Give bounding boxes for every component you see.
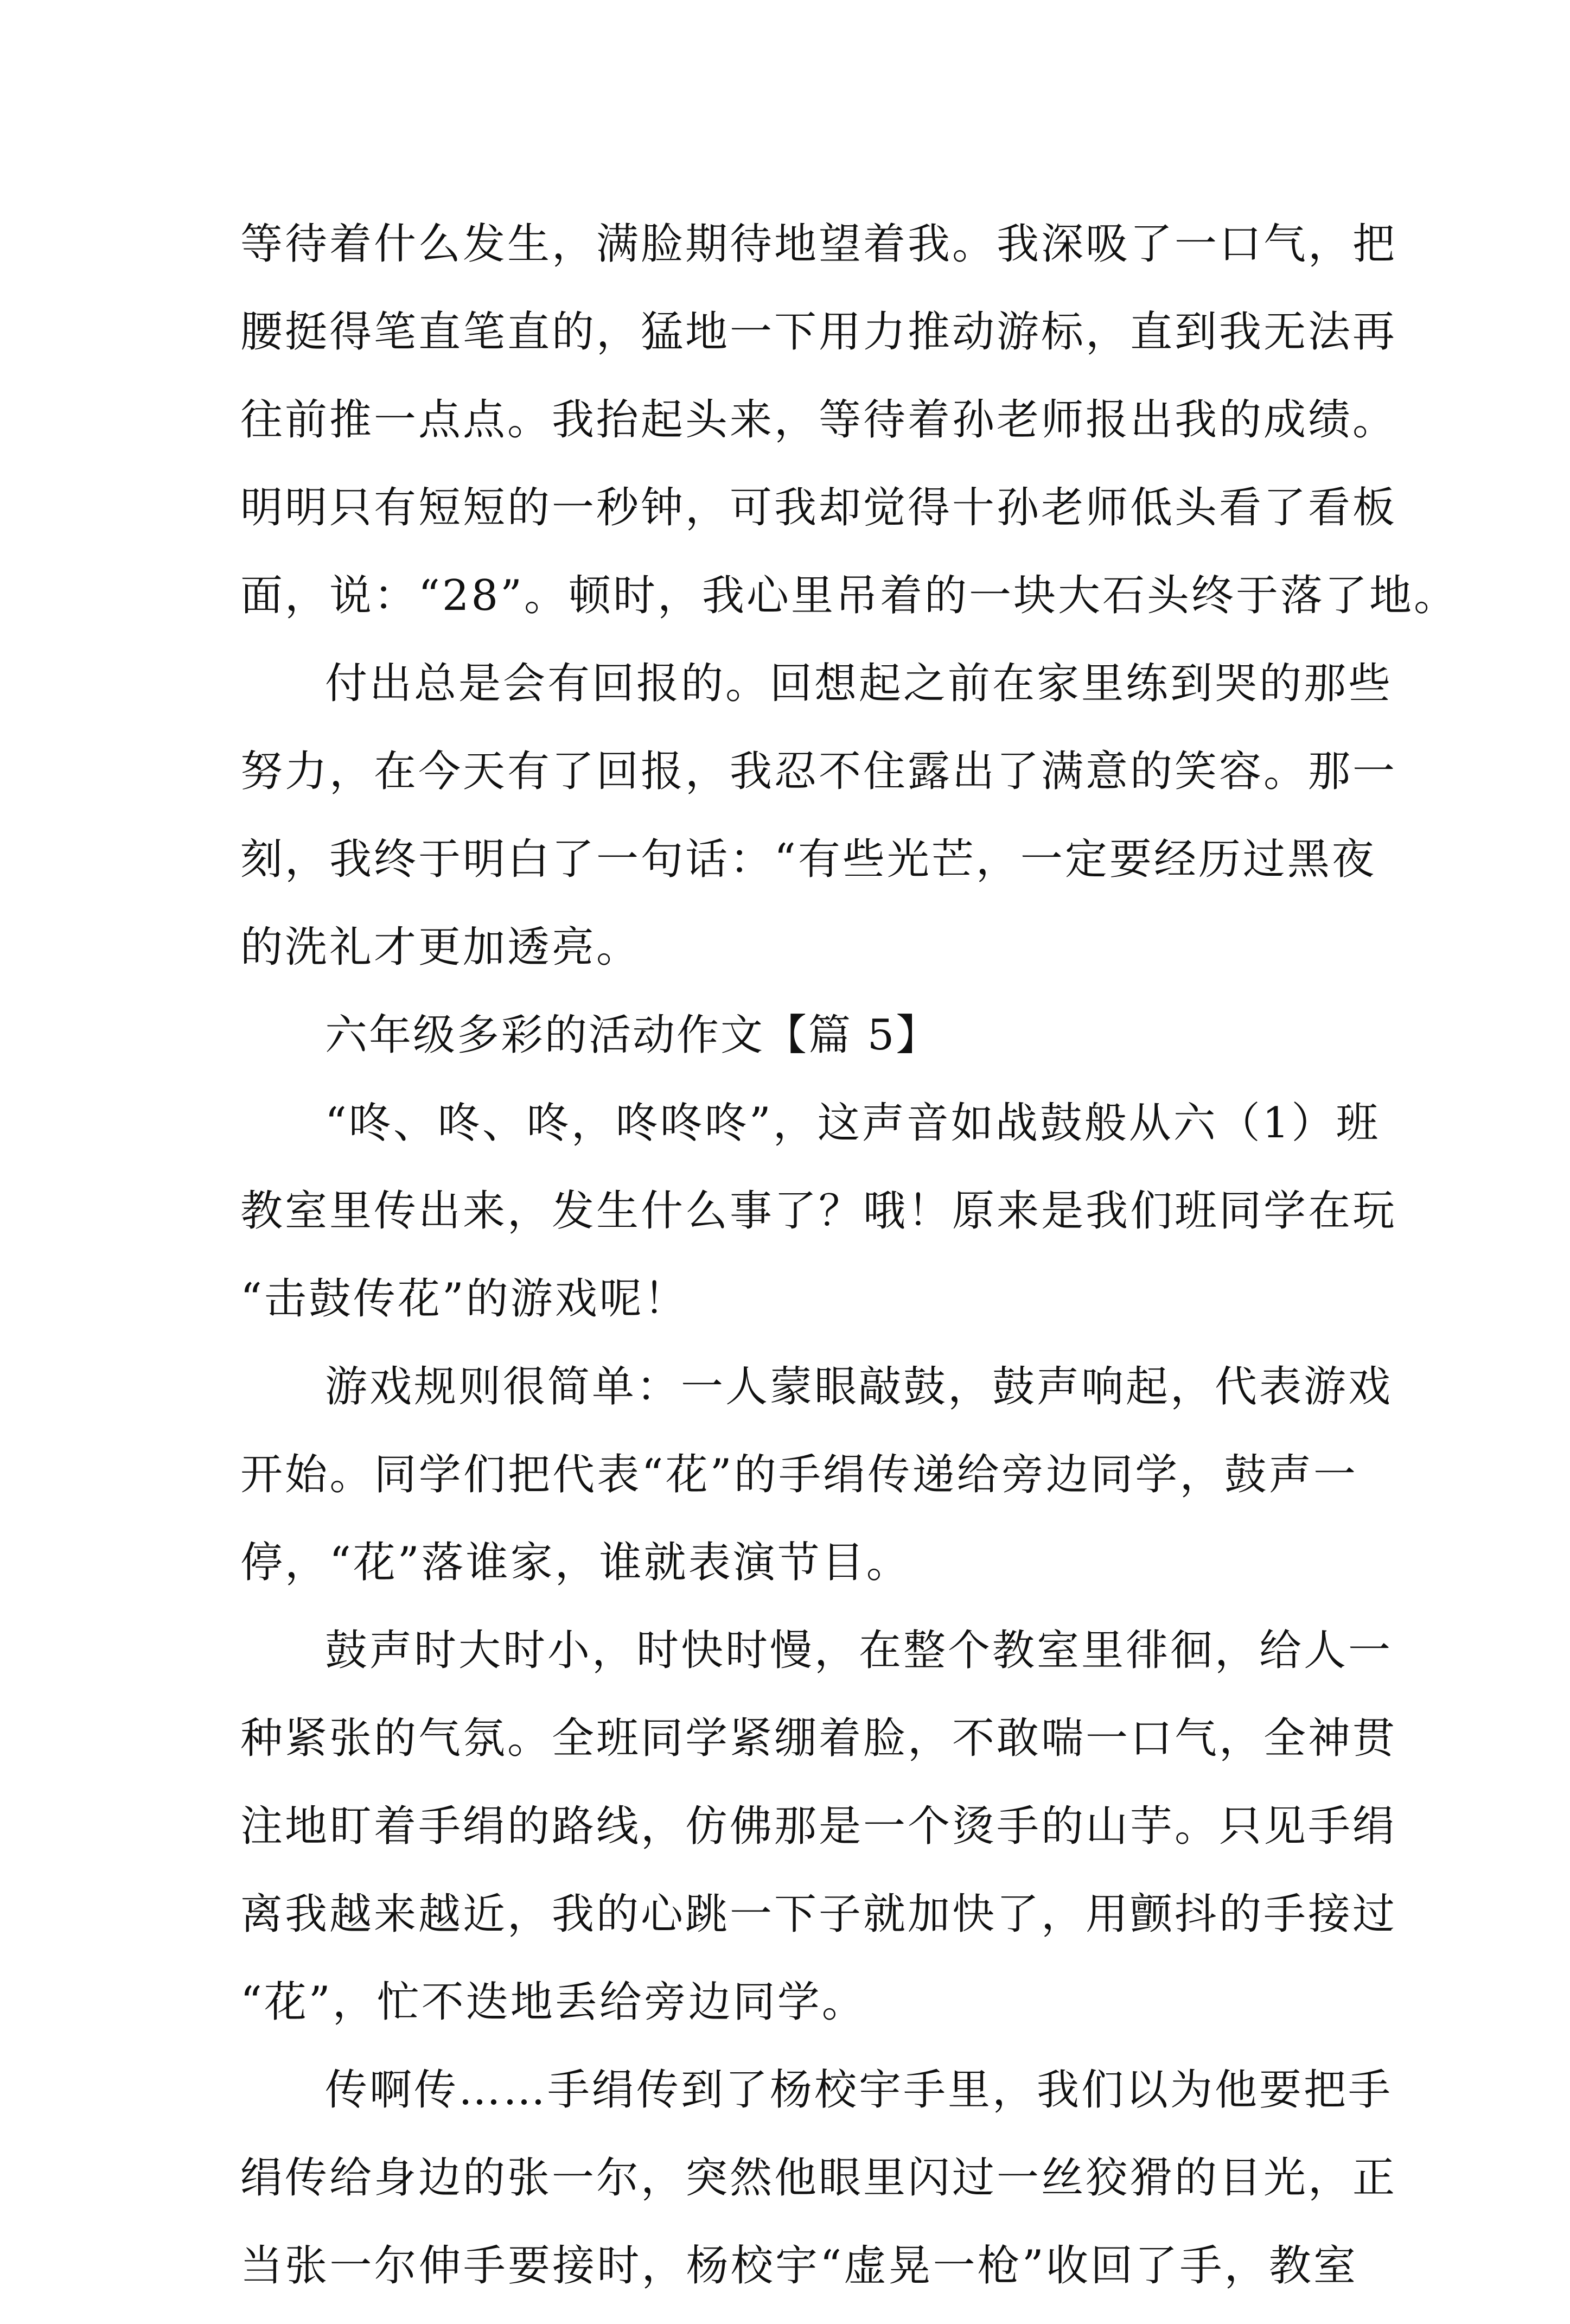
text-line: “击鼓传花”的游戏呢！ [240,1275,688,1323]
text-line: 明明只有短短的一秒钟，可我却觉得十孙老师低头看了看板 [240,483,1397,532]
text-line: 开始。同学们把代表“花”的手绢传递给旁边同学，鼓声一 [240,1450,1358,1499]
section-heading: 六年级多彩的活动作文【篇 5】 [325,1011,940,1060]
text-line: “花”，忙不迭地丢给旁边同学。 [240,1978,866,2027]
document-body [240,214,1459,2324]
text-line: 教室里传出来，发生什么事了？哦！原来是我们班同学在玩 [240,1187,1397,1236]
text-line: 绢传给身边的张一尔，突然他眼里闪过一丝狡猾的目光，正 [240,2154,1397,2202]
text-line: 鼓声时大时小，时快时慢，在整个教室里徘徊，给人一 [325,1626,1393,1675]
text-line: 往前推一点点。我抬起头来，等待着孙老师报出我的成绩。 [240,396,1397,444]
text-line: 停，“花”落谁家，谁就表演节目。 [240,1538,911,1587]
text-line: 当张一尔伸手要接时，杨校宇“虚晃一枪”收回了手，教室 [240,2242,1358,2290]
text-line: 种紧张的气氛。全班同学紧绷着脸，不敢喘一口气，全神贯 [240,1714,1397,1763]
text-line: “咚、咚、咚，咚咚咚”，这声音如战鼓般从六（1）班 [325,1099,1381,1148]
text-line: 付出总是会有回报的。回想起之前在家里练到哭的那些 [325,659,1393,708]
text-line: 注地盯着手绢的路线，仿佛那是一个烫手的山芋。只见手绢 [240,1802,1397,1851]
text-line: 面，说：“28”。顿时，我心里吊着的一块大石头终于落了地。 [240,571,1459,620]
text-line: 等待着什么发生，满脸期待地望着我。我深吸了一口气，把 [240,220,1397,269]
text-line: 刻，我终于明白了一句话：“有些光芒，一定要经历过黑夜 [240,835,1376,884]
text-line: 腰挺得笔直笔直的，猛地一下用力推动游标，直到我无法再 [240,308,1397,356]
text-line: 传啊传……手绢传到了杨校宇手里，我们以为他要把手 [325,2066,1393,2115]
text-line: 离我越来越近，我的心跳一下子就加快了，用颤抖的手接过 [240,1890,1397,1939]
text-line: 游戏规则很简单：一人蒙眼敲鼓，鼓声响起，代表游戏 [325,1362,1393,1411]
text-line: 的洗礼才更加透亮。 [240,923,641,972]
text-line: 努力，在今天有了回报，我忍不住露出了满意的笑容。那一 [240,747,1397,796]
